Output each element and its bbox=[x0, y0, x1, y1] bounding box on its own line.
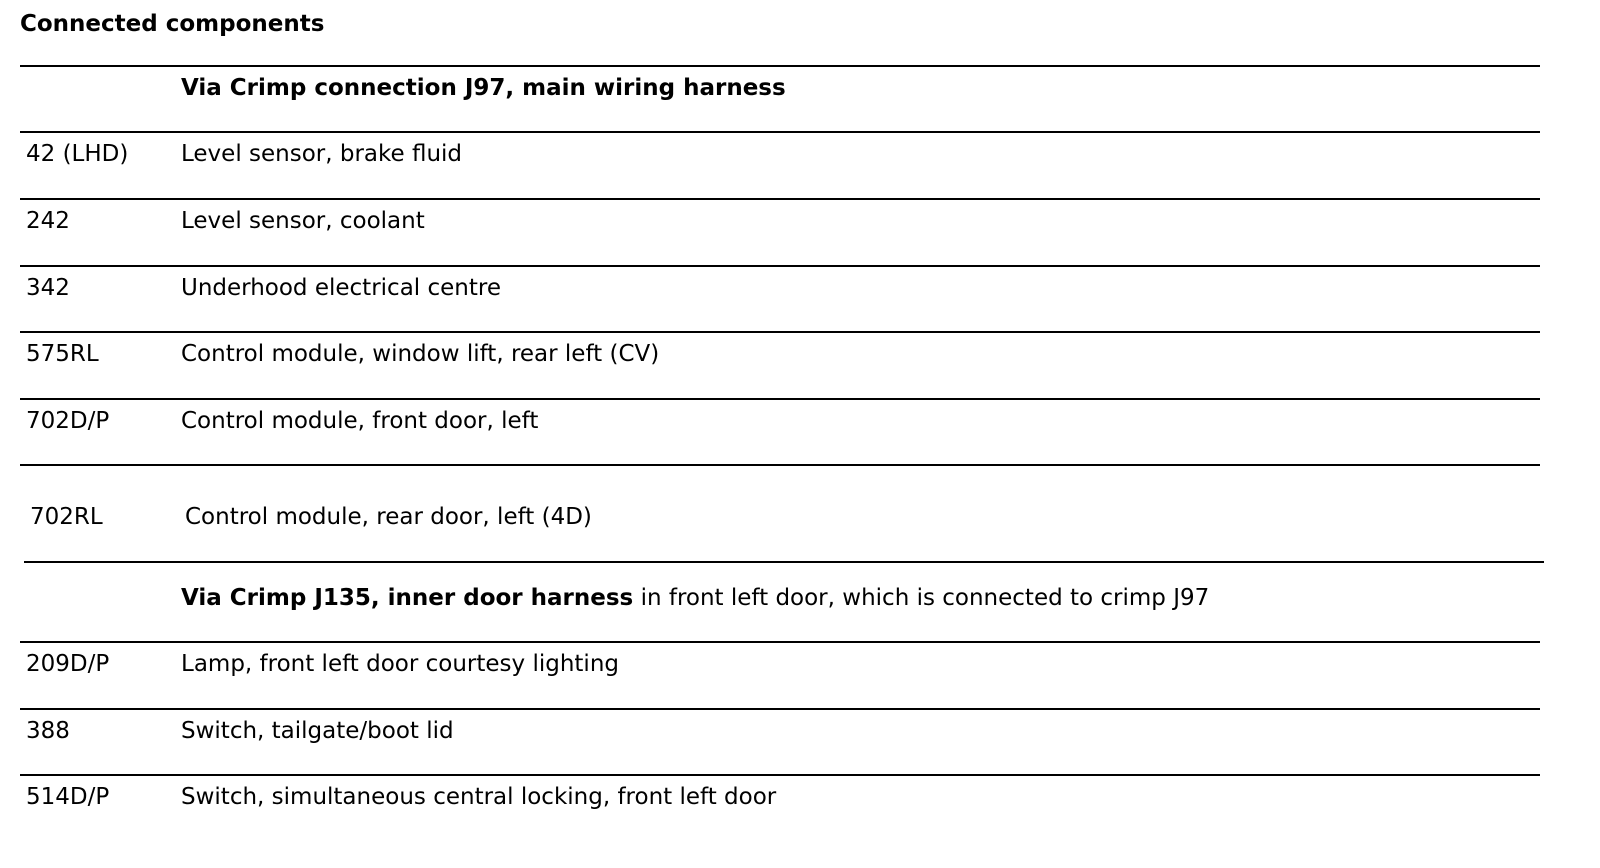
component-code: 42 (LHD) bbox=[26, 141, 129, 167]
table-row bbox=[0, 649, 1600, 679]
component-code: 514D/P bbox=[26, 784, 110, 810]
table-rule bbox=[20, 774, 1540, 776]
component-description: Level sensor, brake fluid bbox=[181, 141, 463, 167]
table-row bbox=[0, 716, 1600, 746]
table-rule bbox=[20, 708, 1540, 710]
component-description: Switch, simultaneous central locking, front left door bbox=[181, 784, 777, 810]
component-code: 242 bbox=[26, 208, 70, 234]
component-description: Lamp, front left door courtesy lighting bbox=[181, 651, 619, 677]
table-rule bbox=[20, 265, 1540, 267]
component-code: 702RL bbox=[30, 504, 103, 530]
table-row bbox=[0, 782, 1600, 812]
table-row bbox=[0, 406, 1600, 436]
component-description: Control module, window lift, rear left (CV) bbox=[181, 341, 660, 367]
table-rule bbox=[20, 331, 1540, 333]
component-code: 388 bbox=[26, 718, 70, 744]
component-description: Switch, tailgate/boot lid bbox=[181, 718, 454, 744]
component-description: Control module, rear door, left (4D) bbox=[185, 504, 592, 530]
section-heading: Connected components bbox=[20, 11, 325, 37]
group-header-text: Via Crimp connection J97, main wiring harness bbox=[181, 75, 786, 101]
component-code: 702D/P bbox=[26, 408, 110, 434]
table-row bbox=[0, 273, 1600, 303]
component-description: Level sensor, coolant bbox=[181, 208, 425, 234]
group-header-row bbox=[0, 583, 1600, 613]
table-rule bbox=[20, 65, 1540, 67]
table-row bbox=[0, 206, 1600, 236]
table-row bbox=[0, 502, 1600, 532]
group-header-rest-text: in front left door, which is connected to crimp J97 bbox=[633, 585, 1210, 611]
group-header-row bbox=[0, 73, 1600, 103]
table-rule bbox=[20, 641, 1540, 643]
component-code: 209D/P bbox=[26, 651, 110, 677]
table-rule bbox=[20, 131, 1540, 133]
table-row bbox=[0, 339, 1600, 369]
table-rule bbox=[20, 464, 1540, 466]
component-code: 575RL bbox=[26, 341, 99, 367]
table-rule bbox=[20, 398, 1540, 400]
group-header-text bbox=[181, 583, 1209, 613]
table-row bbox=[0, 139, 1600, 169]
component-description: Control module, front door, left bbox=[181, 408, 539, 434]
component-code: 342 bbox=[26, 275, 70, 301]
group-header-bold-text: Via Crimp J135, inner door harness bbox=[181, 585, 634, 611]
component-description: Underhood electrical centre bbox=[181, 275, 501, 301]
table-rule bbox=[24, 561, 1544, 563]
table-rule bbox=[20, 198, 1540, 200]
